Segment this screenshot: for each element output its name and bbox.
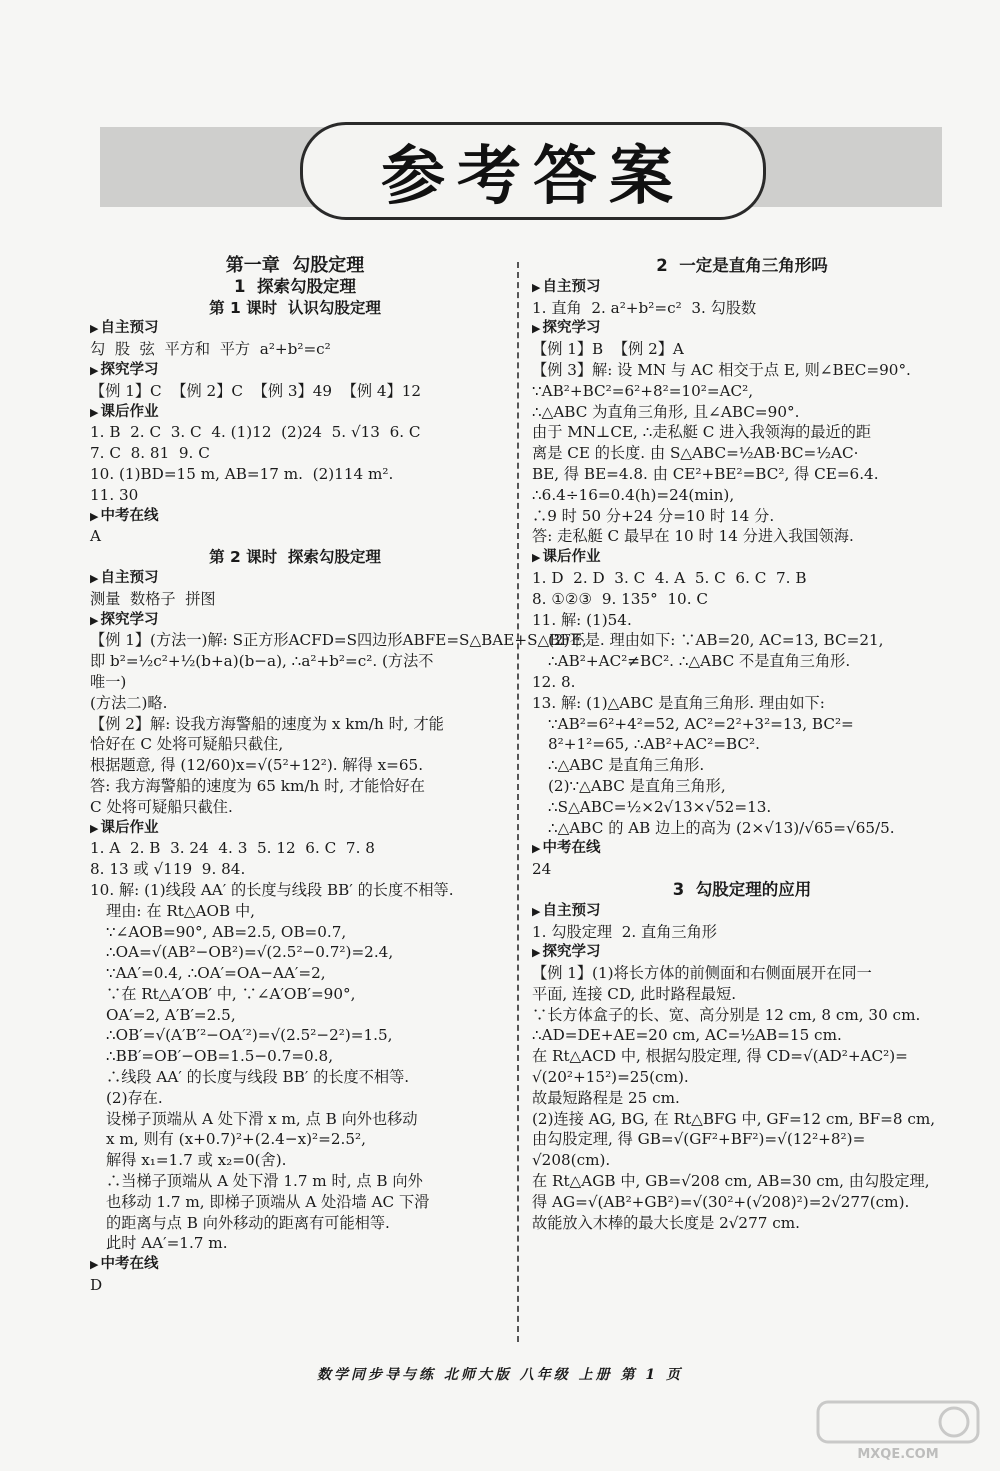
answer-line: 1. B 2. C 3. C 4. (1)12 (2)24 5. √13 6. C bbox=[90, 423, 421, 442]
answer-line: ∵AB²=6²+4²=52, AC²=2²+3²=13, BC²= bbox=[548, 714, 854, 733]
answer-line: 也移动 1.7 m, 即梯子顶端从 A 处沿墙 AC 下滑 bbox=[106, 1192, 430, 1211]
answer-line: 由勾股定理, 得 GB=√(GF²+BF²)=√(12²+8²)= bbox=[532, 1130, 866, 1149]
watermark-icon bbox=[814, 1398, 982, 1446]
chapter-heading: 第 1 课时 认识勾股定理 bbox=[209, 298, 381, 317]
answer-line: 的距离与点 B 向外移动的距离有可能相等. bbox=[106, 1213, 390, 1232]
answer-line: (2)∵△ABC 是直角三角形, bbox=[548, 776, 726, 795]
section-heading: ▶ 课后作业 bbox=[90, 402, 500, 423]
answer-line: x m, 则有 (x+0.7)²+(2.4−x)²=2.5², bbox=[106, 1130, 366, 1149]
answer-line: 【例 3】解: 设 MN 与 AC 相交于点 E, 则∠BEC=90°. bbox=[532, 360, 911, 379]
section-heading: ▶ 自主预习 bbox=[90, 568, 500, 589]
answer-line: ∴9 时 50 分+24 分=10 时 14 分. bbox=[532, 506, 775, 525]
answer-line: 8. 13 或 √119 9. 84. bbox=[90, 860, 246, 879]
section-heading: ▶ 课后作业 bbox=[90, 818, 500, 839]
answer-line: 【例 1】B 【例 2】A bbox=[532, 340, 684, 359]
answer-line: 24 bbox=[532, 860, 552, 879]
answer-line: 理由: 在 Rt△AOB 中, bbox=[106, 901, 255, 920]
answer-line: 即 b²=½c²+½(b+a)(b−a), ∴a²+b²=c². (方法不 bbox=[90, 652, 434, 671]
chapter-heading: 第一章 勾股定理 bbox=[225, 255, 365, 276]
answer-line: 13. 解: (1)△ABC 是直角三角形. 理由如下: bbox=[532, 693, 825, 712]
answer-line: 设梯子顶端从 A 处下滑 x m, 点 B 向外也移动 bbox=[106, 1109, 418, 1128]
answer-line: (方法二)略. bbox=[90, 693, 168, 712]
answer-line: 8. ①②③ 9. 135° 10. C bbox=[532, 589, 708, 608]
answer-line: √208(cm). bbox=[532, 1151, 611, 1170]
watermark-logo bbox=[814, 1398, 982, 1462]
answer-line: ∵在 Rt△A′OB′ 中, ∵∠A′OB′=90°, bbox=[106, 984, 356, 1003]
answer-line: 12. 8. bbox=[532, 672, 576, 691]
answer-line: 勾 股 弦 平方和 平方 a²+b²=c² bbox=[90, 340, 331, 359]
answer-line: 离是 CE 的长度. 由 S△ABC=½AB·BC=½AC· bbox=[532, 444, 859, 463]
answer-line: ∴线段 AA′ 的长度与线段 BB′ 的长度不相等. bbox=[106, 1068, 410, 1087]
answer-line: ∴△ABC 是直角三角形. bbox=[548, 756, 705, 775]
answer-line: ∴OA=√(AB²−OB²)=√(2.5²−0.7²)=2.4, bbox=[106, 943, 394, 962]
page-footer: 数学同步导与练 北师大版 八年级 上册 第 1 页 bbox=[317, 1367, 683, 1383]
section-heading: ▶ 探究学习 bbox=[532, 942, 952, 963]
section-heading: ▶ 中考在线 bbox=[532, 838, 952, 859]
answer-line: ∴S△ABC=½×2√13×√52=13. bbox=[548, 797, 772, 816]
answer-line: ∵∠AOB=90°, AB=2.5, OB=0.7, bbox=[106, 922, 347, 941]
answer-line: (2)不是. 理由如下: ∵AB=20, AC=13, BC=21, bbox=[548, 631, 884, 650]
section-heading: ▶ 探究学习 bbox=[532, 318, 952, 339]
answer-line: 唯一) bbox=[90, 672, 127, 691]
answer-line: 【例 1】(1)将长方体的前侧面和右侧面展开在同一 bbox=[532, 964, 872, 983]
watermark-text: MXQE.COM bbox=[857, 1447, 939, 1462]
answer-line: 答: 我方海警船的速度为 65 km/h 时, 才能恰好在 bbox=[90, 776, 425, 795]
answer-line: C 处将可疑船只截住. bbox=[90, 797, 233, 816]
section-heading: ▶ 探究学习 bbox=[90, 610, 500, 631]
answer-line: OA′=2, A′B′=2.5, bbox=[106, 1005, 236, 1024]
answer-line: √(20²+15²)=25(cm). bbox=[532, 1068, 689, 1087]
section-heading: ▶ 自主预习 bbox=[532, 901, 952, 922]
answer-line: 【例 1】C 【例 2】C 【例 3】49 【例 4】12 bbox=[90, 381, 422, 400]
answer-line: 恰好在 C 处将可疑船只截住, bbox=[90, 735, 284, 754]
answer-line: 【例 2】解: 设我方海警船的速度为 x km/h 时, 才能 bbox=[90, 714, 444, 733]
answer-line: 故最短路程是 25 cm. bbox=[532, 1088, 680, 1107]
answer-line: 7. C 8. 81 9. C bbox=[90, 444, 210, 463]
answer-line: ∴6.4÷16=0.4(h)=24(min), bbox=[532, 485, 735, 504]
answer-line: ∵AB²+BC²=6²+8²=10²=AC², bbox=[532, 381, 754, 400]
answer-line: D bbox=[90, 1276, 103, 1295]
answer-line: (2)连接 AG, BG, 在 Rt△BFG 中, GF=12 cm, BF=8 cm, bbox=[532, 1109, 936, 1128]
answer-line: 【例 1】(方法一)解: S正方形ACFD=S四边形ABFE=S△BAE+S△BFE, bbox=[90, 631, 587, 650]
chapter-heading: 3 勾股定理的应用 bbox=[672, 879, 812, 899]
section-heading: ▶ 探究学习 bbox=[90, 360, 500, 381]
column-divider bbox=[517, 262, 519, 1342]
answer-line: 故能放入木棒的最大长度是 2√277 cm. bbox=[532, 1213, 800, 1232]
answer-line: BE, 得 BE=4.8. 由 CE²+BE²=BC², 得 CE=6.4. bbox=[532, 464, 879, 483]
answer-line: ∴△ABC 的 AB 边上的高为 (2×√13)/√65=√65/5. bbox=[548, 818, 895, 837]
section-heading: ▶ 课后作业 bbox=[532, 547, 952, 568]
answer-line: 在 Rt△ACD 中, 根据勾股定理, 得 CD=√(AD²+AC²)= bbox=[532, 1047, 908, 1066]
answer-line: 答: 走私艇 C 最早在 10 时 14 分进入我国领海. bbox=[532, 527, 854, 546]
answer-line: 10. 解: (1)线段 AA′ 的长度与线段 BB′ 的长度不相等. bbox=[90, 880, 454, 899]
answer-line: 11. 30 bbox=[90, 485, 139, 504]
answer-line: 根据题意, 得 (12/60)x=√(5²+12²). 解得 x=65. bbox=[90, 756, 424, 775]
answer-line: ∴当梯子顶端从 A 处下滑 1.7 m 时, 点 B 向外 bbox=[106, 1172, 423, 1191]
answer-line: ∴AD=DE+AE=20 cm, AC=½AB=15 cm. bbox=[532, 1026, 842, 1045]
answer-line: ∴BB′=OB′−OB=1.5−0.7=0.8, bbox=[106, 1047, 334, 1066]
chapter-heading: 第 2 课时 探索勾股定理 bbox=[209, 548, 381, 567]
answer-line: ∴AB²+AC²≠BC². ∴△ABC 不是直角三角形. bbox=[548, 652, 851, 671]
answer-line: 1. D 2. D 3. C 4. A 5. C 6. C 7. B bbox=[532, 568, 807, 587]
section-heading: ▶ 中考在线 bbox=[90, 506, 500, 527]
answer-line: 8²+1²=65, ∴AB²+AC²=BC². bbox=[548, 735, 760, 754]
answer-line: ∵AA′=0.4, ∴OA′=OA−AA′=2, bbox=[106, 964, 326, 983]
answer-line: 在 Rt△AGB 中, GB=√208 cm, AB=30 cm, 由勾股定理, bbox=[532, 1172, 930, 1191]
answer-line: 由于 MN⊥CE, ∴走私艇 C 进入我领海的最近的距 bbox=[532, 423, 872, 442]
answer-line: 得 AG=√(AB²+GB²)=√(30²+(√208)²)=2√277(cm). bbox=[532, 1192, 910, 1211]
answer-line: ∴OB′=√(A′B′²−OA′²)=√(2.5²−2²)=1.5, bbox=[106, 1026, 393, 1045]
answer-line: 解得 x₁=1.7 或 x₂=0(舍). bbox=[106, 1151, 287, 1170]
answer-line: 此时 AA′=1.7 m. bbox=[106, 1234, 228, 1253]
answer-line: A bbox=[90, 527, 101, 546]
section-heading: ▶ 自主预习 bbox=[90, 318, 500, 339]
right-column bbox=[532, 256, 952, 1233]
chapter-heading: 1 探索勾股定理 bbox=[234, 276, 356, 296]
chapter-heading: 2 一定是直角三角形吗 bbox=[656, 256, 828, 275]
answer-line: 1. A 2. B 3. 24 4. 3 5. 12 6. C 7. 8 bbox=[90, 839, 375, 858]
answer-line: ∵长方体盒子的长、宽、高分别是 12 cm, 8 cm, 30 cm. bbox=[532, 1005, 921, 1024]
answer-line: 平面, 连接 CD, 此时路程最短. bbox=[532, 984, 737, 1003]
answer-line: 10. (1)BD=15 m, AB=17 m. (2)114 m². bbox=[90, 464, 394, 483]
answer-line: (2)存在. bbox=[106, 1088, 163, 1107]
answer-line: 1. 勾股定理 2. 直角三角形 bbox=[532, 922, 717, 941]
page-title: 参考答案 bbox=[381, 140, 685, 214]
answer-line: 1. 直角 2. a²+b²=c² 3. 勾股数 bbox=[532, 298, 757, 317]
answer-line: ∴△ABC 为直角三角形, 且∠ABC=90°. bbox=[532, 402, 800, 421]
section-heading: ▶ 中考在线 bbox=[90, 1254, 500, 1275]
section-heading: ▶ 自主预习 bbox=[532, 277, 952, 298]
answer-line: 测量 数格子 拼图 bbox=[90, 589, 216, 608]
answer-line: 11. 解: (1)54. bbox=[532, 610, 632, 629]
banner-title-frame bbox=[300, 122, 766, 220]
